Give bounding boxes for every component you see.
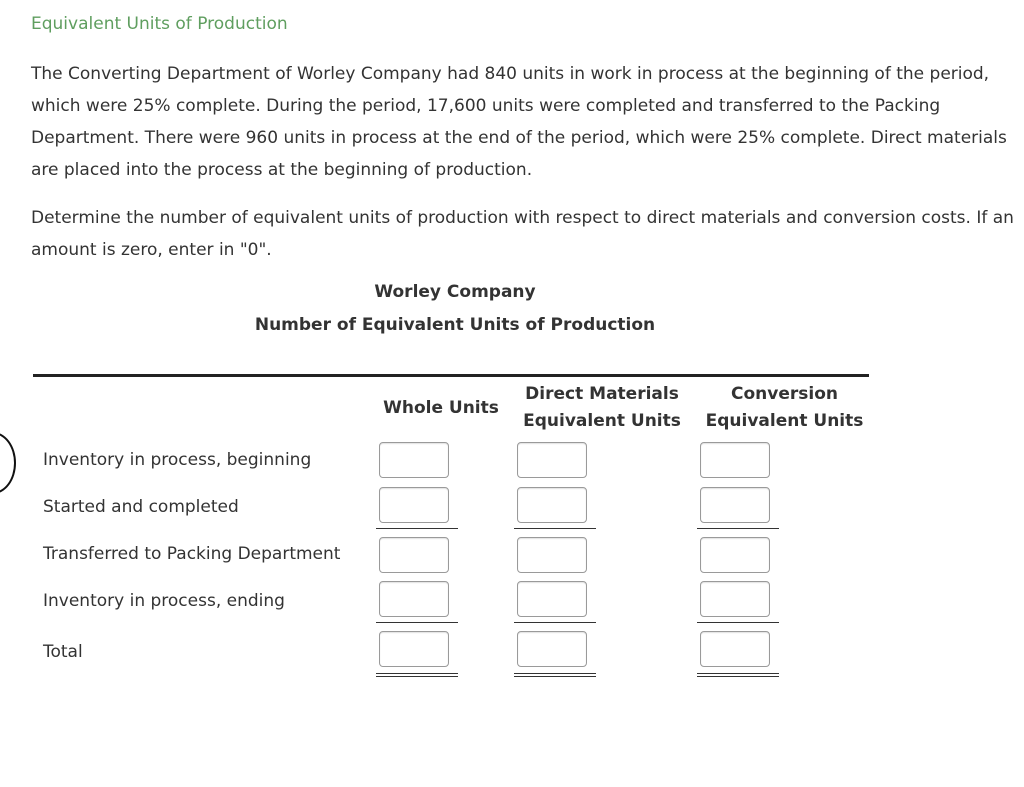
subtotal-rule	[376, 622, 458, 623]
whole-units-total-input[interactable]	[379, 631, 449, 667]
scroll-indicator-icon	[0, 432, 16, 494]
column-header-conversion	[697, 381, 872, 435]
direct-materials-ending-input[interactable]	[517, 581, 587, 617]
company-name: Worley Company	[374, 282, 536, 302]
conversion-beginning-input[interactable]	[700, 442, 770, 478]
subtotal-rule	[514, 622, 596, 623]
whole-units-started-completed-input[interactable]	[379, 487, 449, 523]
column-header-whole-units: Whole Units	[383, 398, 499, 418]
row-label-total: Total	[43, 642, 83, 662]
whole-units-transferred-input[interactable]	[379, 537, 449, 573]
direct-materials-total-input[interactable]	[517, 631, 587, 667]
column-header-conversion-line2: Equivalent Units	[705, 411, 864, 431]
whole-units-beginning-input[interactable]	[379, 442, 449, 478]
whole-units-ending-input[interactable]	[379, 581, 449, 617]
conversion-ending-input[interactable]	[700, 581, 770, 617]
section-title: Equivalent Units of Production	[31, 14, 288, 34]
column-header-direct-materials-line2: Equivalent Units	[523, 411, 681, 431]
conversion-total-input[interactable]	[700, 631, 770, 667]
row-label-ending-inventory: Inventory in process, ending	[43, 591, 285, 611]
subtotal-rule	[514, 528, 596, 529]
subtotal-rule	[697, 622, 779, 623]
total-double-rule	[376, 673, 458, 677]
column-header-direct-materials-line1: Direct Materials	[525, 384, 679, 404]
problem-text: The Converting Department of Worley Company had 840 units in work in process at the beginning of the period, which were 25% complete. During the period, 17,600 units were completed and transferred to the Packing Department. There were 960 units in process at the end of the period, which were 25% complete. Direct materials are placed into the process at the beginning of production.	[31, 64, 1007, 180]
direct-materials-transferred-input[interactable]	[517, 537, 587, 573]
total-double-rule	[514, 673, 596, 677]
report-title: Number of Equivalent Units of Production	[254, 315, 656, 335]
row-label-beginning-inventory: Inventory in process, beginning	[43, 450, 312, 470]
row-label-started-and-completed: Started and completed	[43, 497, 239, 517]
total-double-rule	[697, 673, 779, 677]
direct-materials-beginning-input[interactable]	[517, 442, 587, 478]
table-top-rule	[33, 374, 869, 377]
subtotal-rule	[376, 528, 458, 529]
column-header-direct-materials	[514, 381, 690, 435]
subtotal-rule	[697, 528, 779, 529]
column-header-conversion-line1: Conversion	[731, 384, 838, 404]
instruction-text: Determine the number of equivalent units of production with respect to direct materials and conversion costs. If an amount is zero, enter in "0".	[31, 208, 1014, 260]
row-label-transferred: Transferred to Packing Department	[43, 544, 341, 564]
conversion-transferred-input[interactable]	[700, 537, 770, 573]
conversion-started-completed-input[interactable]	[700, 487, 770, 523]
direct-materials-started-completed-input[interactable]	[517, 487, 587, 523]
